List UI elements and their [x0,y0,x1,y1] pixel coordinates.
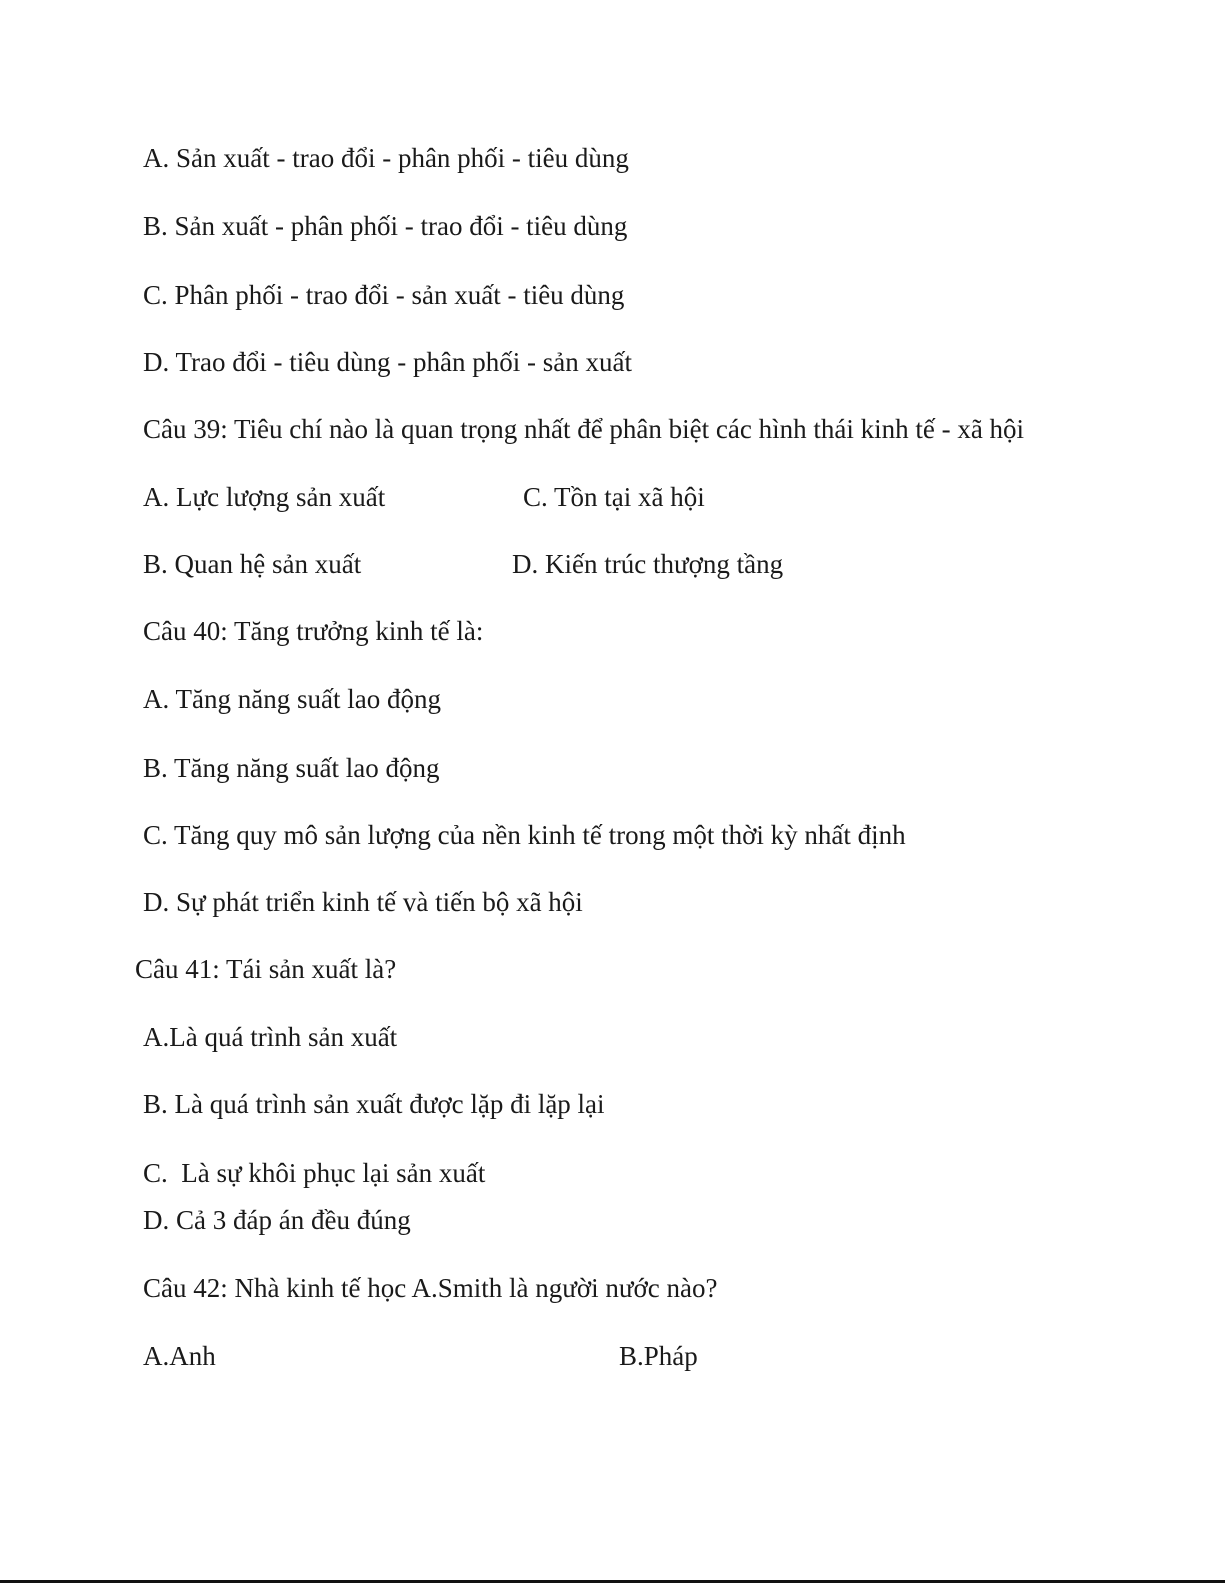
q39-option-d: D. Kiến trúc thượng tầng [512,549,784,579]
q39-question: Câu 39: Tiêu chí nào là quan trọng nhất để phân biệt các hình thái kinh tế - xã hội [143,414,1025,444]
bottom-border-rule [0,1580,1225,1583]
q40-question: Câu 40: Tăng trưởng kinh tế là: [143,616,484,646]
q41-question: Câu 41: Tái sản xuất là? [135,954,397,984]
q40-option-b: B. Tăng năng suất lao động [143,753,440,783]
q42-question: Câu 42: Nhà kinh tế học A.Smith là người nước nào? [143,1273,718,1303]
q42-option-b: B.Pháp [619,1341,698,1371]
q39-option-c: C. Tồn tại xã hội [523,482,705,512]
q39-option-a: A. Lực lượng sản xuất [143,482,386,512]
q40-option-d: D. Sự phát triển kinh tế và tiến bộ xã hội [143,887,583,917]
q39-option-b: B. Quan hệ sản xuất [143,549,362,579]
q41-option-d: D. Cả 3 đáp án đều đúng [143,1205,411,1235]
q41-option-c: C. Là sự khôi phục lại sản xuất [143,1158,486,1188]
q42-option-a: A.Anh [143,1341,216,1371]
q41-option-a: A.Là quá trình sản xuất [143,1022,398,1052]
q38-option-a: A. Sản xuất - trao đổi - phân phối - tiêu dùng [143,143,629,173]
q38-option-b: B. Sản xuất - phân phối - trao đổi - tiêu dùng [143,211,628,241]
q40-option-c: C. Tăng quy mô sản lượng của nền kinh tế trong một thời kỳ nhất định [143,820,906,850]
q38-option-c: C. Phân phối - trao đổi - sản xuất - tiêu dùng [143,280,625,310]
q41-option-b: B. Là quá trình sản xuất được lặp đi lặp lại [143,1089,605,1119]
q38-option-d: D. Trao đổi - tiêu dùng - phân phối - sản xuất [143,347,632,377]
q40-option-a: A. Tăng năng suất lao động [143,684,441,714]
